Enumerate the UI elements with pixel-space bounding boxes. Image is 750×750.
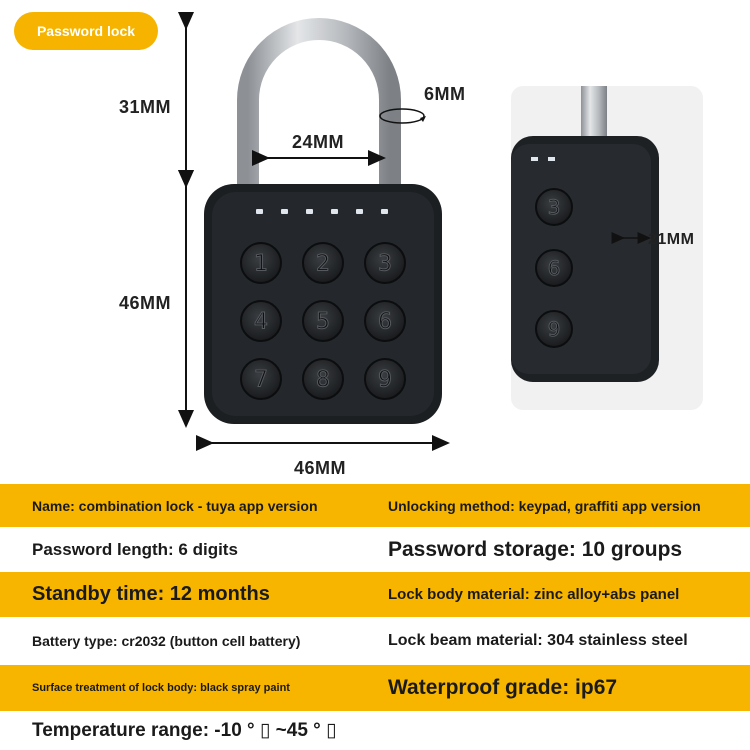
side-depth-label: 21MM [648,231,695,248]
spec-standby-time: Standby time: 12 months [32,583,270,605]
spec-row-2 [0,527,750,572]
keypad-key-9 [536,311,572,347]
side-keypad [536,189,572,347]
keypad-key-label: 3 [547,195,561,219]
keypad-key-2 [303,243,343,283]
spec-unlocking-method: Unlocking method: keypad, graffiti app version [388,497,701,514]
shackle-height-label: 31MM [119,97,172,117]
keypad-key-label: 2 [316,251,330,277]
keypad-key-9 [365,359,405,399]
keypad-key-label: 7 [254,367,268,393]
lock-shackle [248,29,390,192]
spec-row-3 [0,572,750,617]
spec-beam-material: Lock beam material: 304 stainless steel [388,632,688,649]
spec-name: Name: combination lock - tuya app version [32,497,318,514]
keypad [241,243,405,399]
keypad-key-3 [365,243,405,283]
spec-battery-type: Battery type: cr2032 (button cell battery) [32,633,301,649]
spec-body-material: Lock body material: zinc alloy+abs panel [388,586,680,603]
keypad-key-label: 6 [378,309,392,335]
shackle-width-label: 24MM [292,132,345,152]
keypad-key-8 [303,359,343,399]
keypad-key-label: 4 [254,309,268,335]
spec-password-storage: Password storage: 10 groups [388,537,683,561]
spec-surface-treatment: Surface treatment of lock body: black spray paint [32,682,290,694]
spec-row-5 [0,665,750,711]
keypad-key-label: 6 [547,256,561,280]
keypad-key-7 [241,359,281,399]
keypad-key-label: 3 [378,251,392,277]
spec-password-length: Password length: 6 digits [32,539,238,559]
body-height-label: 46MM [119,293,172,313]
keypad-key-1 [241,243,281,283]
keypad-key-6 [536,250,572,286]
body-width-label: 46MM [294,458,347,478]
spec-waterproof-grade: Waterproof grade: ip67 [388,676,618,699]
product-category-badge: Password lock [14,12,158,50]
spec-row-4 [0,617,750,665]
keypad-key-3 [536,189,572,225]
keypad-key-4 [241,301,281,341]
shackle-thickness-label: 6MM [424,84,466,104]
keypad-key-label: 9 [378,367,392,393]
keypad-key-5 [303,301,343,341]
spec-row-6 [0,711,750,750]
keypad-key-label: 1 [254,251,268,277]
keypad-key-label: 5 [316,309,330,335]
spec-row-1 [0,484,750,527]
keypad-key-label: 9 [547,317,561,341]
spec-temperature-range: Temperature range: -10 ° ▯ ~45 ° ▯ [32,720,337,741]
keypad-key-label: 8 [316,367,330,393]
keypad-key-6 [365,301,405,341]
